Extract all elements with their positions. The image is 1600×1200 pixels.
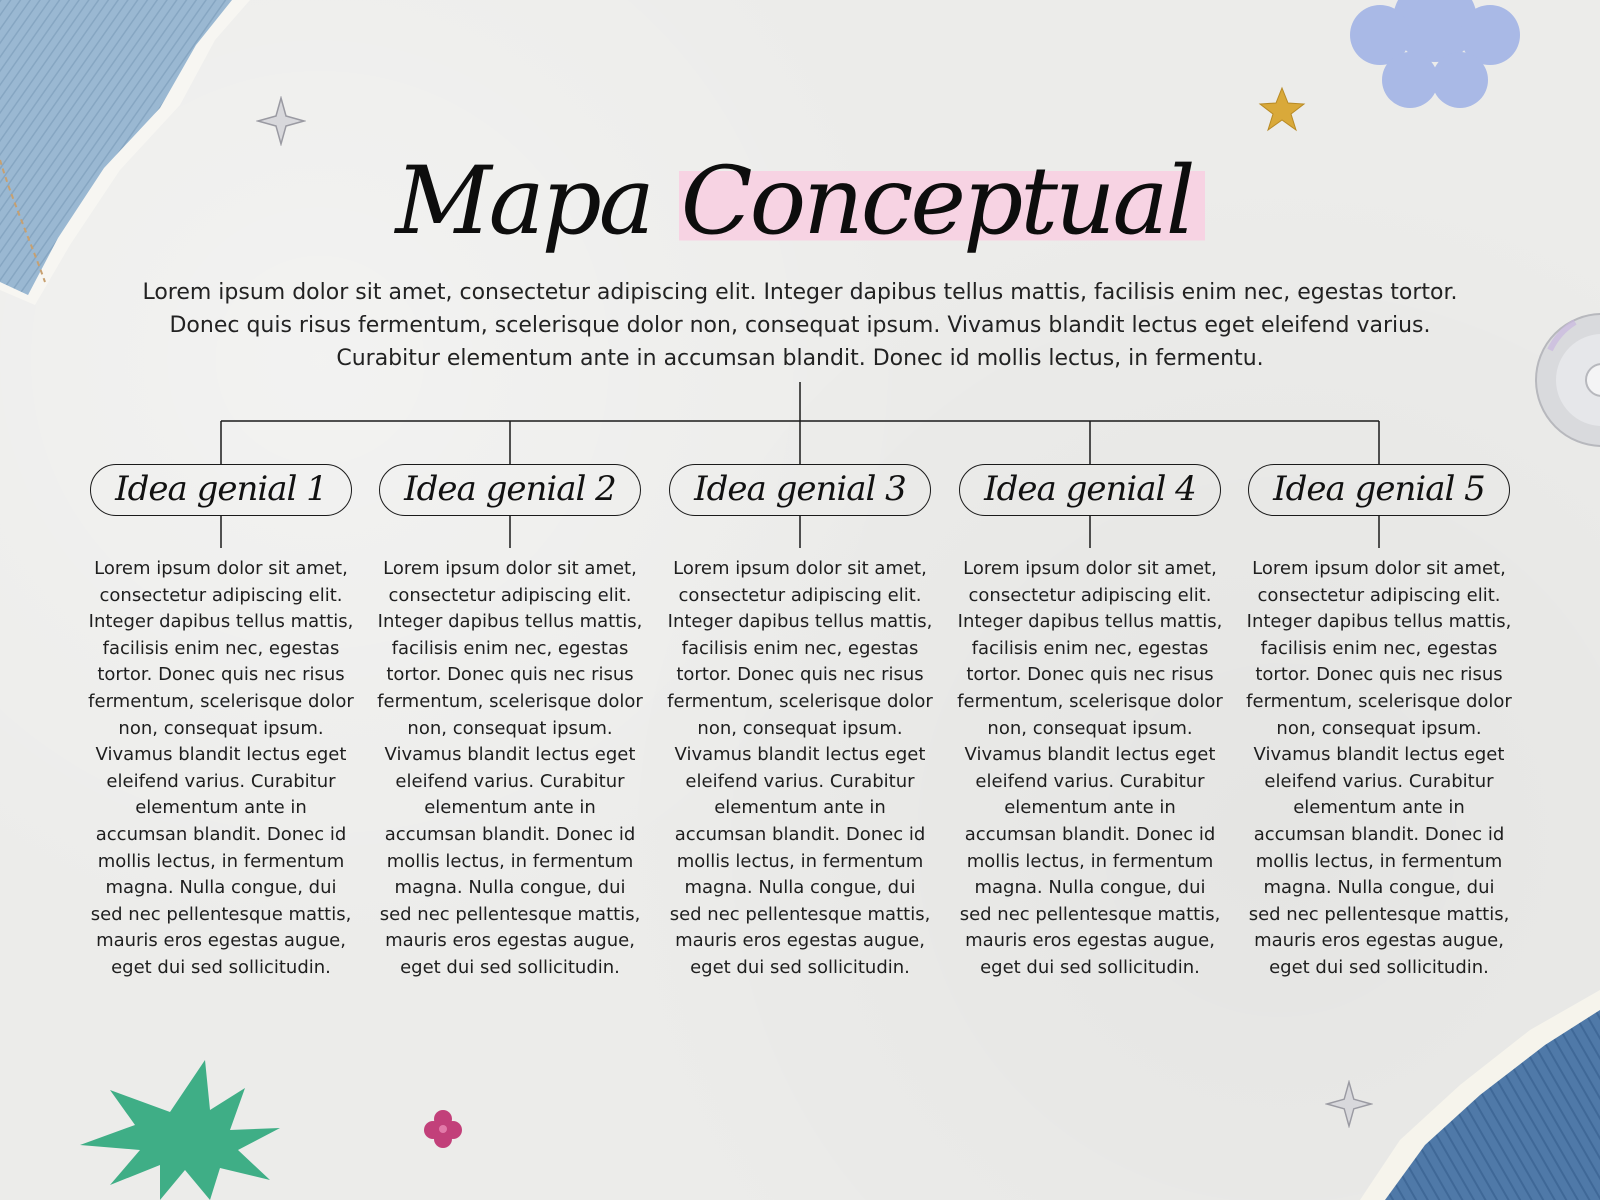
title-part-1: Mapa	[395, 147, 652, 256]
silver-sparkle-sticker	[1325, 1080, 1373, 1128]
green-starburst-sticker	[70, 1050, 290, 1200]
idea-node-1: Idea genial 1	[90, 464, 352, 516]
title-part-2-highlighted: Conceptual	[679, 147, 1205, 256]
pink-clover-sticker	[422, 1108, 464, 1150]
idea-description-5: Lorem ipsum dolor sit amet, consectetur adipiscing elit. Integer dapibus tellus mattis, facilisis enim nec, egestas tortor. Donec quis nec risus fermentum, scelerisque dolor non, consequat ipsum. Vivamus blandit lectus eget eleifend varius. Curabitur elementum ante in accumsan blandit. Donec id mollis lectus, in fermentum magna. Nulla congue, dui sed nec pellentesque mattis, mauris eros egestas augue, eget dui sed sollicitudin.	[1246, 558, 1512, 978]
idea-node-4: Idea genial 4	[959, 464, 1221, 516]
idea-description-4: Lorem ipsum dolor sit amet, consectetur adipiscing elit. Integer dapibus tellus mattis, facilisis enim nec, egestas tortor. Donec quis nec risus fermentum, scelerisque dolor non, consequat ipsum. Vivamus blandit lectus eget eleifend varius. Curabitur elementum ante in accumsan blandit. Donec id mollis lectus, in fermentum magna. Nulla congue, dui sed nec pellentesque mattis, mauris eros egestas augue, eget dui sed sollicitudin.	[957, 558, 1223, 978]
idea-node-5: Idea genial 5	[1248, 464, 1510, 516]
idea-description-1: Lorem ipsum dolor sit amet, consectetur adipiscing elit. Integer dapibus tellus mattis, facilisis enim nec, egestas tortor. Donec quis nec risus fermentum, scelerisque dolor non, consequat ipsum. Vivamus blandit lectus eget eleifend varius. Curabitur elementum ante in accumsan blandit. Donec id mollis lectus, in fermentum magna. Nulla congue, dui sed nec pellentesque mattis, mauris eros egestas augue, eget dui sed sollicitudin.	[88, 558, 354, 978]
idea-description-2: Lorem ipsum dolor sit amet, consectetur adipiscing elit. Integer dapibus tellus mattis, facilisis enim nec, egestas tortor. Donec quis nec risus fermentum, scelerisque dolor non, consequat ipsum. Vivamus blandit lectus eget eleifend varius. Curabitur elementum ante in accumsan blandit. Donec id mollis lectus, in fermentum magna. Nulla congue, dui sed nec pellentesque mattis, mauris eros egestas augue, eget dui sed sollicitudin.	[377, 558, 643, 978]
idea-node-3: Idea genial 3	[669, 464, 931, 516]
intro-paragraph: Lorem ipsum dolor sit amet, consectetur adipiscing elit. Integer dapibus tellus mattis, facilisis enim nec, egestas tortor. Donec quis risus fermentum, scelerisque dolor non, consequat ipsum. Vivamus blandit lectus eget eleifend varius. Curabitur elementum ante in accumsan blandit. Donec id mollis lectus, in fermentu.	[142, 280, 1458, 371]
idea-description-3: Lorem ipsum dolor sit amet, consectetur adipiscing elit. Integer dapibus tellus mattis, facilisis enim nec, egestas tortor. Donec quis nec risus fermentum, scelerisque dolor non, consequat ipsum. Vivamus blandit lectus eget eleifend varius. Curabitur elementum ante in accumsan blandit. Donec id mollis lectus, in fermentum magna. Nulla congue, dui sed nec pellentesque mattis, mauris eros egestas augue, eget dui sed sollicitudin.	[667, 558, 933, 978]
denim-patch-bottom-right	[1340, 990, 1600, 1200]
idea-node-2: Idea genial 2	[379, 464, 641, 516]
